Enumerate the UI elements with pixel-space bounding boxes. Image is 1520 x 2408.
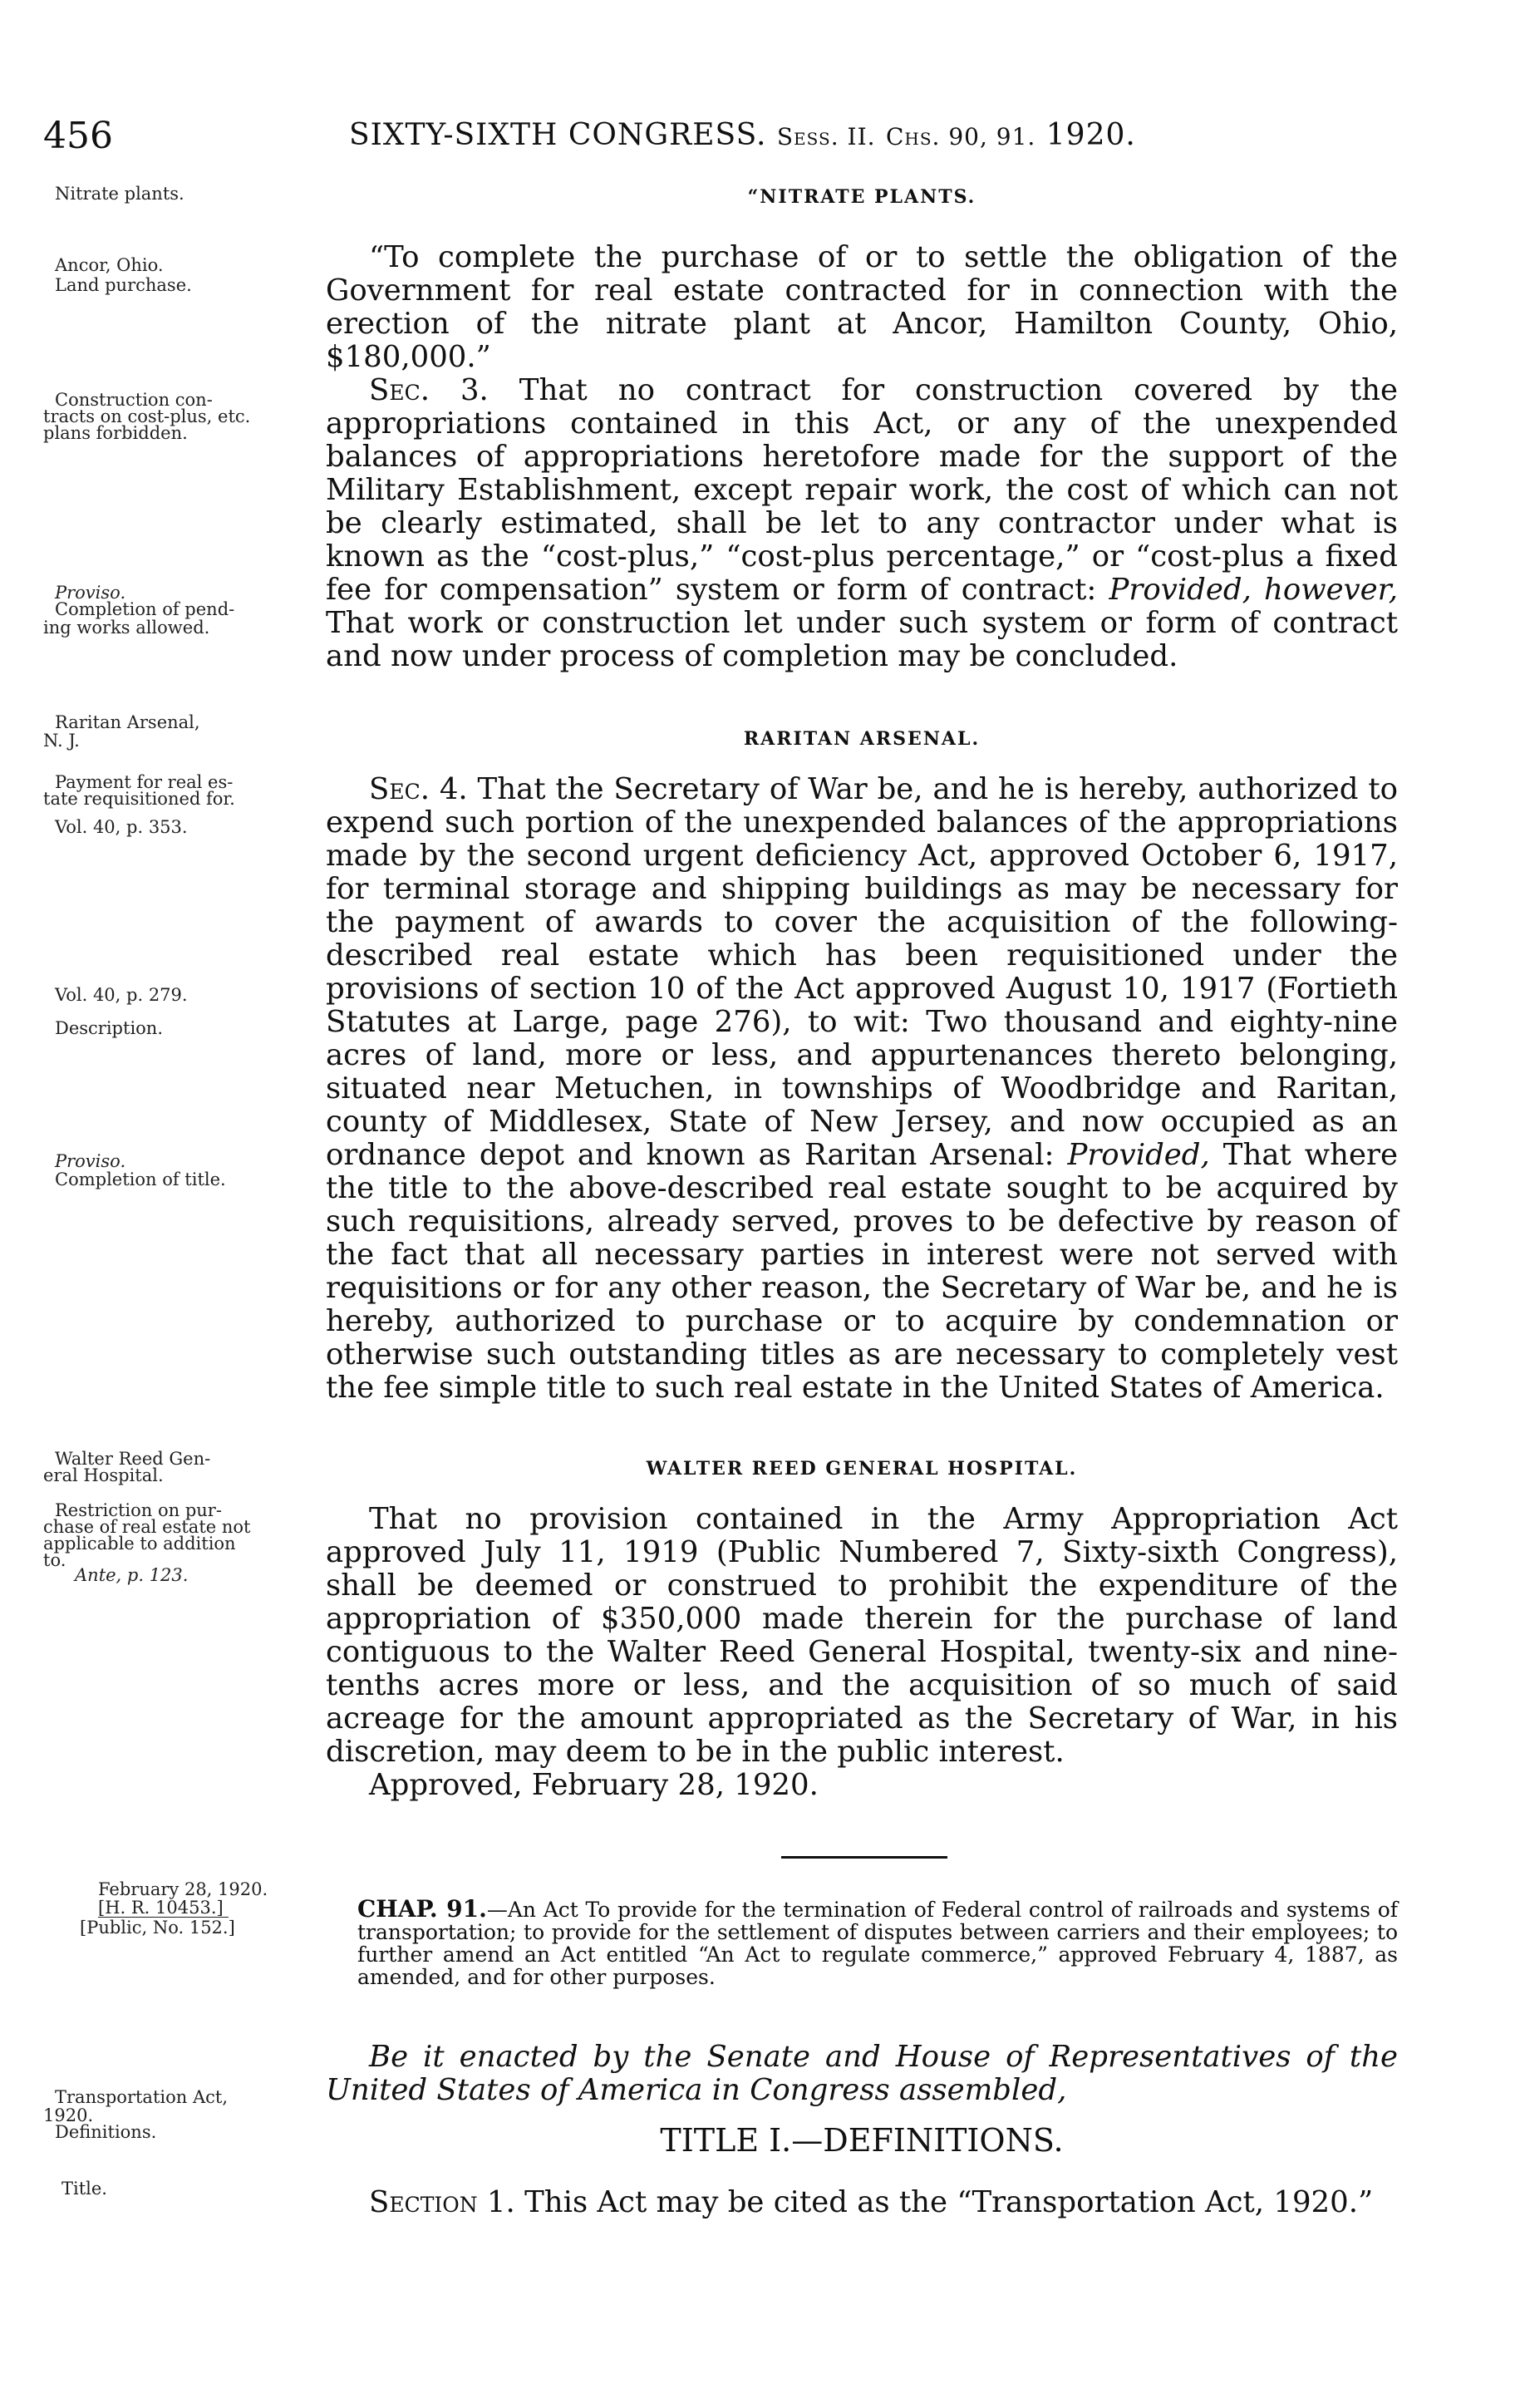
walter-reed-section <box>326 1503 1398 1802</box>
margin-note-construction-2: tracts on cost-plus, etc. <box>43 406 251 426</box>
header-year: 1920. <box>1045 118 1136 152</box>
margin-note-walter-reed-2: eral Hospital. <box>43 1465 164 1485</box>
margin-note-ante: Ante, p. 123. <box>75 1565 189 1585</box>
section-4-text-b: That where the title to the above-described real estate sought to be acquired by such requisitions, already served, proves to be defective by reason of the fact that all necessary parties in interest were not served with requisitions or for any other reason, the Secretary of War be, and he is hereby, authorized to purchase or to acquire by condemnation or otherwise such outstanding titles as are necessary to completely vest the fee simple title to such real estate in the United States of America. <box>326 1138 1398 1405</box>
margin-note-proviso-2: Proviso. <box>55 1151 126 1171</box>
heading-nitrate-plants: “NITRATE PLANTS. <box>747 186 976 208</box>
chapter-91-label: CHAP. 91. <box>357 1895 487 1923</box>
margin-note-payment-1: Payment for real es- <box>55 772 234 792</box>
heading-walter-reed: WALTER REED GENERAL HOSPITAL. <box>646 1458 1078 1480</box>
margin-note-transportation-2: 1920. <box>43 2105 94 2125</box>
margin-note-description: Description. <box>55 1018 163 1038</box>
margin-note-vol-353: Vol. 40, p. 353. <box>55 817 188 837</box>
section-1-text: This Act may be cited as the “Transportation Act, 1920.” <box>514 2185 1374 2219</box>
margin-note-definitions: Definitions. <box>55 2122 157 2142</box>
margin-note-feb-date: February 28, 1920. <box>98 1879 268 1899</box>
heading-raritan-arsenal: RARITAN ARSENAL. <box>743 728 981 750</box>
section-divider-rule <box>781 1856 947 1859</box>
margin-note-completion-pending-2: ing works allowed. <box>43 618 210 638</box>
section-3-text-b: That work or construction let under such system or form of contract and now under process of completion may be concluded. <box>326 606 1398 673</box>
section-1-paragraph <box>326 2186 1398 2219</box>
nitrate-plants-section <box>326 241 1398 673</box>
margin-note-hr: [H. R. 10453.] <box>98 1898 229 1918</box>
margin-note-restriction-4: to. <box>43 1550 66 1570</box>
nitrate-paragraph: “To complete the purchase of or to settle the obligation of the Government for real estate contracted for in connection with the erection of the nitrate plant at Ancor, Hamilton County, Ohio, $180,000.” <box>326 240 1398 374</box>
section-3-text-a: That no contract for construction covered by the appropriations contained in this Act, or any of the unexpended balances of appropriations heretofore made for the support of the Military Establishment, except repair work, the cost of which can not be clearly estimated, shall be let to any contractor under what is known as the “cost-plus,” “cost-plus percentage,” or “cost-plus a fixed fee for compensation” system or form of contract: <box>326 373 1399 607</box>
margin-note-proviso-1: Proviso. <box>55 583 126 603</box>
chapter-91-text: —An Act To provide for the termination of Federal control of railroads and systems of transportation; to provide for the settlement of disputes between carriers and their employees; to further amend an Act entitled “An Act to regulate commerce,” approved February 4, 1887, as amended, and for other purposes. <box>357 1898 1399 1989</box>
header-congress: SIXTY-SIXTH CONGRESS. <box>349 118 767 152</box>
approved-line: Approved, February 28, 1920. <box>369 1768 819 1802</box>
margin-note-title: Title. <box>61 2179 107 2199</box>
enacting-clause: Be it enacted by the Senate and House of Representatives of the United States of America in Congress assembled, <box>326 2040 1398 2107</box>
margin-note-construction-3: plans forbidden. <box>43 423 188 443</box>
margin-note-nitrate: Nitrate plants. <box>55 184 184 204</box>
margin-note-restriction-2: chase of real estate not <box>43 1517 251 1537</box>
margin-note-raritan-1: Raritan Arsenal, <box>55 712 200 732</box>
margin-note-land-purchase: Land purchase. <box>55 275 192 295</box>
margin-note-ancor: Ancor, Ohio. <box>55 255 164 275</box>
section-1-label: Section 1. <box>369 2185 515 2219</box>
section-4-label: Sec. 4. <box>369 772 468 806</box>
margin-note-raritan-2: N. J. <box>43 731 80 751</box>
margin-note-payment-2: tate requisitioned for. <box>43 789 235 809</box>
section-3-proviso: Provided, however, <box>1109 573 1399 607</box>
section-4-proviso: Provided, <box>1067 1138 1210 1172</box>
margin-note-completion-title: Completion of title. <box>55 1170 226 1189</box>
margin-note-vol-279: Vol. 40, p. 279. <box>55 985 188 1005</box>
margin-note-transportation-1: Transportation Act, <box>55 2087 228 2107</box>
margin-note-restriction-3: applicable to addition <box>43 1534 236 1554</box>
walter-reed-paragraph: That no provision contained in the Army Appropriation Act approved July 11, 1919 (Public Numbered 7, Sixty-sixth Congress), shall be deemed or construed to prohibit the expenditure of the appropriation of $350,000 made therein for the purchase of land contiguous to the Walter Reed General Hospital, twenty-six and nine-tenths acres more or less, and the acquisition of so much of said acreage for the amount appropriated as the Secretary of War, in his discretion, may deem to be in the public interest. <box>326 1502 1398 1769</box>
section-4-paragraph <box>326 773 1398 1405</box>
chapter-91-summary <box>357 1895 1399 1989</box>
section-4-text-a: That the Secretary of War be, and he is hereby, authorized to expend such portion of the unexpended balances of the appropriations made by the second urgent deficiency Act, approved October 6, 1917, for terminal storage and shipping buildings as may be necessary for the payment of awards to cover the acquisition of the following-described real estate which has been requisitioned under the provisions of section 10 of the Act approved August 10, 1917 (Fortieth Statutes at Large, page 276), to wit: Two thousand and eighty-nine acres of land, more or less, and appurtenances thereto belonging, situated near Metuchen, in townships of Woodbridge and Raritan, county of Middlesex, State of New Jersey, and now occupied as an ordnance depot and known as Raritan Arsenal: <box>326 772 1398 1172</box>
header-session: Sess. II. <box>776 123 876 150</box>
title-i-heading: TITLE I.—DEFINITIONS. <box>660 2122 1064 2159</box>
section-3-label: Sec. 3. <box>369 373 489 407</box>
header-chapters: Chs. 90, 91. <box>885 123 1036 150</box>
margin-note-construction-1: Construction con- <box>55 390 213 410</box>
section-3-paragraph <box>326 374 1398 673</box>
running-header <box>349 118 1136 152</box>
margin-note-restriction-1: Restriction on pur- <box>55 1500 222 1520</box>
margin-note-walter-reed-1: Walter Reed Gen- <box>55 1449 211 1469</box>
page-number: 456 <box>43 115 113 157</box>
margin-note-public: [Public, No. 152.] <box>80 1918 235 1938</box>
margin-note-completion-pending-1: Completion of pend- <box>55 599 235 619</box>
raritan-section <box>326 773 1398 1405</box>
